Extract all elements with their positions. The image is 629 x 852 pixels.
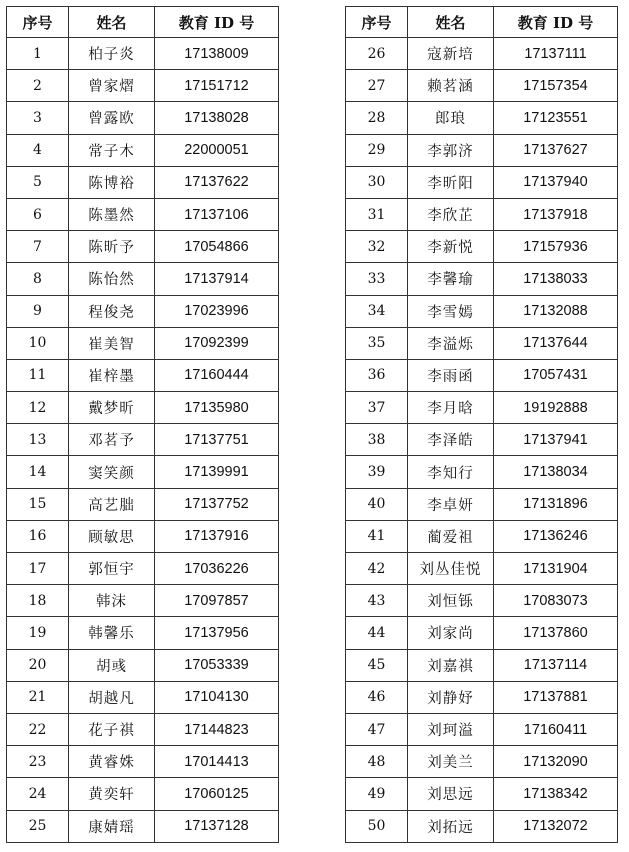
table-row xyxy=(7,102,279,134)
student-name: 李馨瑜 xyxy=(408,263,494,295)
row-number: 36 xyxy=(346,359,408,391)
student-name: 花子祺 xyxy=(69,713,155,745)
table-row xyxy=(7,359,279,391)
row-number: 2 xyxy=(7,70,69,102)
education-id: 17137860 xyxy=(494,617,618,649)
student-name: 李新悦 xyxy=(408,231,494,263)
row-number: 50 xyxy=(346,810,408,842)
education-id: 17104130 xyxy=(155,681,279,713)
student-name: 崔梓墨 xyxy=(69,359,155,391)
row-number: 31 xyxy=(346,198,408,230)
table-row xyxy=(7,392,279,424)
header-row xyxy=(346,7,618,38)
table-row xyxy=(346,585,618,617)
table-row xyxy=(346,810,618,842)
education-id: 17137644 xyxy=(494,327,618,359)
row-number: 35 xyxy=(346,327,408,359)
student-name: 刘拓远 xyxy=(408,810,494,842)
table-row xyxy=(7,295,279,327)
education-id: 17137106 xyxy=(155,198,279,230)
row-number: 39 xyxy=(346,456,408,488)
roster-body-left xyxy=(7,38,279,843)
education-id: 17137128 xyxy=(155,810,279,842)
row-number: 26 xyxy=(346,38,408,70)
education-id: 17137956 xyxy=(155,617,279,649)
table-row xyxy=(346,424,618,456)
student-name: 康婧瑶 xyxy=(69,810,155,842)
education-id: 17036226 xyxy=(155,553,279,585)
education-id: 17131896 xyxy=(494,488,618,520)
table-row xyxy=(7,198,279,230)
row-number: 15 xyxy=(7,488,69,520)
student-name: 刘家尚 xyxy=(408,617,494,649)
row-number: 1 xyxy=(7,38,69,70)
education-id: 17060125 xyxy=(155,778,279,810)
row-number: 22 xyxy=(7,713,69,745)
row-number: 30 xyxy=(346,166,408,198)
student-name: 崔美智 xyxy=(69,327,155,359)
header-row xyxy=(7,7,279,38)
student-name: 胡越凡 xyxy=(69,681,155,713)
roster-table-left xyxy=(6,6,279,843)
row-number: 37 xyxy=(346,392,408,424)
table-row xyxy=(7,38,279,70)
student-name: 顾敏思 xyxy=(69,520,155,552)
education-id: 17137111 xyxy=(494,38,618,70)
row-number: 8 xyxy=(7,263,69,295)
student-name: 窦笑颜 xyxy=(69,456,155,488)
education-id: 17160444 xyxy=(155,359,279,391)
education-id: 22000051 xyxy=(155,134,279,166)
row-number: 43 xyxy=(346,585,408,617)
table-row xyxy=(346,231,618,263)
education-id: 17053339 xyxy=(155,649,279,681)
education-id: 17132088 xyxy=(494,295,618,327)
student-name: 曾露欧 xyxy=(69,102,155,134)
table-row xyxy=(346,778,618,810)
table-row xyxy=(346,713,618,745)
row-number: 17 xyxy=(7,553,69,585)
table-row xyxy=(346,746,618,778)
student-name: 李雨函 xyxy=(408,359,494,391)
row-number: 34 xyxy=(346,295,408,327)
table-row xyxy=(7,166,279,198)
student-name: 陈昕予 xyxy=(69,231,155,263)
education-id: 17136246 xyxy=(494,520,618,552)
roster-table-right xyxy=(345,6,618,843)
row-number: 45 xyxy=(346,649,408,681)
education-id: 17157354 xyxy=(494,70,618,102)
table-row xyxy=(7,649,279,681)
student-name: 李泽皓 xyxy=(408,424,494,456)
row-number: 3 xyxy=(7,102,69,134)
row-number: 29 xyxy=(346,134,408,166)
education-id: 17123551 xyxy=(494,102,618,134)
header-seq: 序号 xyxy=(7,7,69,38)
education-id: 17023996 xyxy=(155,295,279,327)
row-number: 5 xyxy=(7,166,69,198)
table-row xyxy=(346,392,618,424)
education-id: 19192888 xyxy=(494,392,618,424)
row-number: 46 xyxy=(346,681,408,713)
student-name: 陈怡然 xyxy=(69,263,155,295)
row-number: 11 xyxy=(7,359,69,391)
student-name: 曾家熠 xyxy=(69,70,155,102)
student-name: 高艺朏 xyxy=(69,488,155,520)
row-number: 19 xyxy=(7,617,69,649)
table-row xyxy=(7,585,279,617)
table-row xyxy=(7,553,279,585)
row-number: 12 xyxy=(7,392,69,424)
row-number: 16 xyxy=(7,520,69,552)
education-id: 17137916 xyxy=(155,520,279,552)
table-row xyxy=(346,38,618,70)
education-id: 17137114 xyxy=(494,649,618,681)
row-number: 9 xyxy=(7,295,69,327)
row-number: 28 xyxy=(346,102,408,134)
education-id: 17135980 xyxy=(155,392,279,424)
table-row xyxy=(7,810,279,842)
table-row xyxy=(346,681,618,713)
student-name: 李月晗 xyxy=(408,392,494,424)
student-name: 常子木 xyxy=(69,134,155,166)
row-number: 40 xyxy=(346,488,408,520)
row-number: 27 xyxy=(346,70,408,102)
header-id: 教育 ID 号 xyxy=(494,7,618,38)
education-id: 17137914 xyxy=(155,263,279,295)
education-id: 17137918 xyxy=(494,198,618,230)
row-number: 14 xyxy=(7,456,69,488)
education-id: 17137941 xyxy=(494,424,618,456)
table-row xyxy=(7,746,279,778)
education-id: 17138342 xyxy=(494,778,618,810)
row-number: 48 xyxy=(346,746,408,778)
table-row xyxy=(7,231,279,263)
student-name: 李昕阳 xyxy=(408,166,494,198)
row-number: 7 xyxy=(7,231,69,263)
student-name: 刘丛佳悦 xyxy=(408,553,494,585)
row-number: 44 xyxy=(346,617,408,649)
table-row xyxy=(7,456,279,488)
student-name: 黄奕轩 xyxy=(69,778,155,810)
row-number: 4 xyxy=(7,134,69,166)
education-id: 17160411 xyxy=(494,713,618,745)
row-number: 10 xyxy=(7,327,69,359)
student-name: 蔺爱祖 xyxy=(408,520,494,552)
student-name: 刘思远 xyxy=(408,778,494,810)
student-name: 刘静妤 xyxy=(408,681,494,713)
table-row xyxy=(346,263,618,295)
student-name: 李欣芷 xyxy=(408,198,494,230)
student-name: 韩沫 xyxy=(69,585,155,617)
row-number: 20 xyxy=(7,649,69,681)
student-name: 邓茗予 xyxy=(69,424,155,456)
row-number: 47 xyxy=(346,713,408,745)
education-id: 17138028 xyxy=(155,102,279,134)
table-row xyxy=(7,70,279,102)
education-id: 17138034 xyxy=(494,456,618,488)
education-id: 17132072 xyxy=(494,810,618,842)
student-name: 郭恒宇 xyxy=(69,553,155,585)
student-name: 郎琅 xyxy=(408,102,494,134)
student-name: 黄睿姝 xyxy=(69,746,155,778)
table-row xyxy=(346,198,618,230)
education-id: 17131904 xyxy=(494,553,618,585)
row-number: 24 xyxy=(7,778,69,810)
education-id: 17137622 xyxy=(155,166,279,198)
education-id: 17132090 xyxy=(494,746,618,778)
table-row xyxy=(346,553,618,585)
row-number: 25 xyxy=(7,810,69,842)
row-number: 13 xyxy=(7,424,69,456)
student-name: 刘美兰 xyxy=(408,746,494,778)
student-name: 李知行 xyxy=(408,456,494,488)
education-id: 17137751 xyxy=(155,424,279,456)
student-name: 李卓妍 xyxy=(408,488,494,520)
table-row xyxy=(346,134,618,166)
education-id: 17092399 xyxy=(155,327,279,359)
student-name: 赖茗涵 xyxy=(408,70,494,102)
header-name: 姓名 xyxy=(408,7,494,38)
row-number: 21 xyxy=(7,681,69,713)
table-row xyxy=(346,166,618,198)
row-number: 32 xyxy=(346,231,408,263)
row-number: 49 xyxy=(346,778,408,810)
table-row xyxy=(346,520,618,552)
student-name: 胡彧 xyxy=(69,649,155,681)
education-id: 17151712 xyxy=(155,70,279,102)
header-seq: 序号 xyxy=(346,7,408,38)
table-row xyxy=(7,263,279,295)
student-name: 刘恒铄 xyxy=(408,585,494,617)
table-row xyxy=(346,327,618,359)
student-name: 李雪嫣 xyxy=(408,295,494,327)
table-row xyxy=(346,456,618,488)
education-id: 17137940 xyxy=(494,166,618,198)
row-number: 42 xyxy=(346,553,408,585)
education-id: 17157936 xyxy=(494,231,618,263)
table-row xyxy=(7,424,279,456)
table-row xyxy=(7,327,279,359)
student-name: 戴梦昕 xyxy=(69,392,155,424)
table-row xyxy=(346,649,618,681)
student-name: 寇新培 xyxy=(408,38,494,70)
student-name: 程俊尧 xyxy=(69,295,155,327)
table-row xyxy=(346,295,618,327)
table-row xyxy=(7,681,279,713)
student-name: 李溢烁 xyxy=(408,327,494,359)
education-id: 17138009 xyxy=(155,38,279,70)
table-row xyxy=(7,778,279,810)
row-number: 18 xyxy=(7,585,69,617)
student-name: 李郭济 xyxy=(408,134,494,166)
education-id: 17057431 xyxy=(494,359,618,391)
student-name: 刘珂溢 xyxy=(408,713,494,745)
education-id: 17137627 xyxy=(494,134,618,166)
header-name: 姓名 xyxy=(69,7,155,38)
student-name: 陈博裕 xyxy=(69,166,155,198)
education-id: 17137752 xyxy=(155,488,279,520)
student-name: 柏子炎 xyxy=(69,38,155,70)
education-id: 17139991 xyxy=(155,456,279,488)
student-name: 韩馨乐 xyxy=(69,617,155,649)
table-row xyxy=(346,488,618,520)
table-row xyxy=(7,520,279,552)
education-id: 17144823 xyxy=(155,713,279,745)
table-row xyxy=(7,134,279,166)
education-id: 17138033 xyxy=(494,263,618,295)
row-number: 41 xyxy=(346,520,408,552)
education-id: 17097857 xyxy=(155,585,279,617)
student-name: 陈墨然 xyxy=(69,198,155,230)
table-row xyxy=(346,617,618,649)
row-number: 6 xyxy=(7,198,69,230)
roster-body-right xyxy=(346,38,618,843)
table-row xyxy=(346,359,618,391)
row-number: 33 xyxy=(346,263,408,295)
table-row xyxy=(346,102,618,134)
education-id: 17014413 xyxy=(155,746,279,778)
table-row xyxy=(7,488,279,520)
education-id: 17083073 xyxy=(494,585,618,617)
education-id: 17137881 xyxy=(494,681,618,713)
education-id: 17054866 xyxy=(155,231,279,263)
table-row xyxy=(346,70,618,102)
table-row xyxy=(7,713,279,745)
row-number: 23 xyxy=(7,746,69,778)
table-row xyxy=(7,617,279,649)
header-id: 教育 ID 号 xyxy=(155,7,279,38)
student-name: 刘嘉祺 xyxy=(408,649,494,681)
row-number: 38 xyxy=(346,424,408,456)
